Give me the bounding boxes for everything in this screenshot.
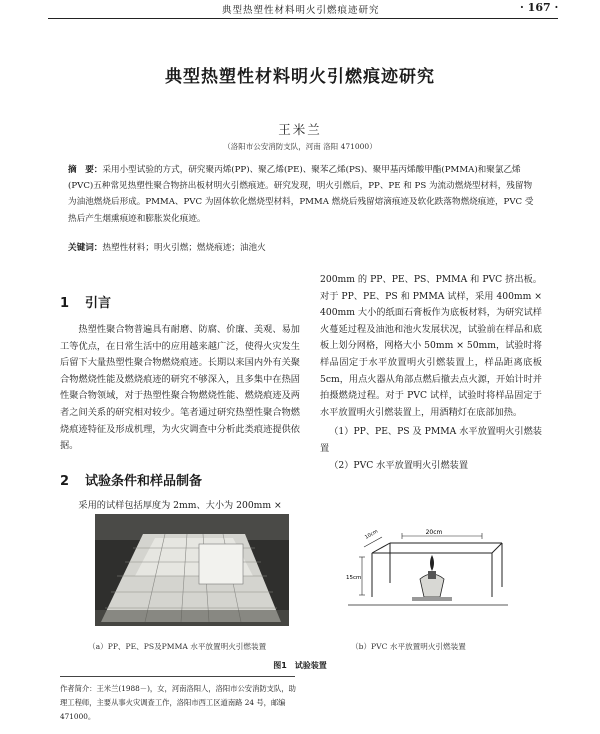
section-2-title: 试验条件和样品制备 [85,474,203,489]
page-number: · 167 · [520,1,559,14]
section-1-heading [60,292,111,311]
keywords [68,241,540,253]
running-header-title: 典型热塑性材料明火引燃痕迹研究 [222,5,380,16]
header-rule [48,18,558,19]
list-item-2: （2）PVC 水平放置明火引燃装置 [329,460,469,471]
keywords-text: 热塑性材料；明火引燃；燃烧痕迹；油池火 [102,243,266,253]
abstract [68,162,540,227]
section-1-paragraph: 热塑性聚合物普遍具有耐磨、防腐、价廉、美观、易加工等优点，在日常生活中的应用越来越广泛，使得火灾发生后留下大量热塑性聚合物燃烧痕迹。长期以来国内外有关聚合物燃烧性能及燃烧痕迹的研究不够深入，且多集中在热固性聚合物领域，对于热塑性聚合物燃烧性能、燃烧痕迹及两者之间关系的研究相对较少。笔者通过研究热塑性聚合物燃烧痕迹特征及形成机理，为火灾调查中分析此类痕迹提供依据。 [60,324,300,452]
section-2-heading [60,470,202,489]
footnote-rule [60,676,295,677]
section-1-title: 引言 [85,296,112,311]
apparatus-diagram [342,527,508,619]
abstract-text: 采用小型试验的方式，研究聚丙烯(PP)、聚乙烯(PE)、聚苯乙烯(PS)、聚甲基丙烯酸甲酯(PMMA)和聚氯乙烯(PVC)五种常见热塑性聚合物挤出板材明火引燃痕迹。研究发现，明火引燃后，PP、PE 和 PS 为流动燃烧型材料，残留物为油池燃烧后形成。PMMA、PVC 为固体软化燃烧型材料，PMMA 燃烧后残留熔滴痕迹及软化跌落物燃烧痕迹，PVC 受热后产生烟熏痕迹和膨胀炭化痕迹。 [68,165,534,224]
figure-caption-b: （b）PVC 水平放置明火引燃装置 [351,642,466,651]
figure-caption-a: （a）PP、PE、PS及PMMA 水平放置明火引燃装置 [88,642,267,651]
running-header [0,0,600,18]
keywords-label: 关键词： [68,243,103,253]
paper-title: 典型热塑性材料明火引燃痕迹研究 [165,67,435,87]
author-footnote: 作者简介：王米兰(1988－)，女，河南洛阳人，洛阳市公安消防支队，助理工程师，主要从事火灾调查工作，洛阳市西工区道南路 24 号，邮编 471000。 [60,684,296,721]
author-name: 王米兰 [278,122,322,137]
diagram-diagonal-label: 10cm [364,528,380,541]
author-affiliation: （洛阳市公安消防支队，河南 洛阳 471000） [223,142,377,151]
section-1-number: 1 [60,296,70,311]
section-2-number: 2 [60,474,70,489]
list-item-1: （1）PP、PE、PS 及 PMMA 水平放置明火引燃装置 [320,426,542,454]
diagram-height-label: 15cm [346,575,362,581]
figure-caption: 图1 试验装置 [273,661,327,670]
right-column-paragraph: 200mm 的 PP、PE、PS、PMMA 和 PVC 挤出板。对于 PP、PE、PS 和 PMMA 试样，采用 400mm × 400mm 大小的纸面石膏板作为底板材料，为研究试样火蔓延过程及油池和池火发展状况，试验前在样品和底板上划分网格，网格大小 50mm × 50mm，试验时将样品固定于水平放置明火引燃装置上，样品距离底板 5cm，用点火器从角部点燃后撤去点火源，开始计时并拍摄燃烧过程。对于 PVC 试样，试验时将样品固定于水平放置明火引燃装置上，用酒精灯在底部加热。 [320,274,542,418]
diagram-width-label: 20cm [425,529,443,536]
abstract-label: 摘 要： [68,165,103,175]
section-2-paragraph: 采用的试样包括厚度为 2mm、大小为 200mm × [78,500,282,511]
apparatus-photo [95,514,289,626]
